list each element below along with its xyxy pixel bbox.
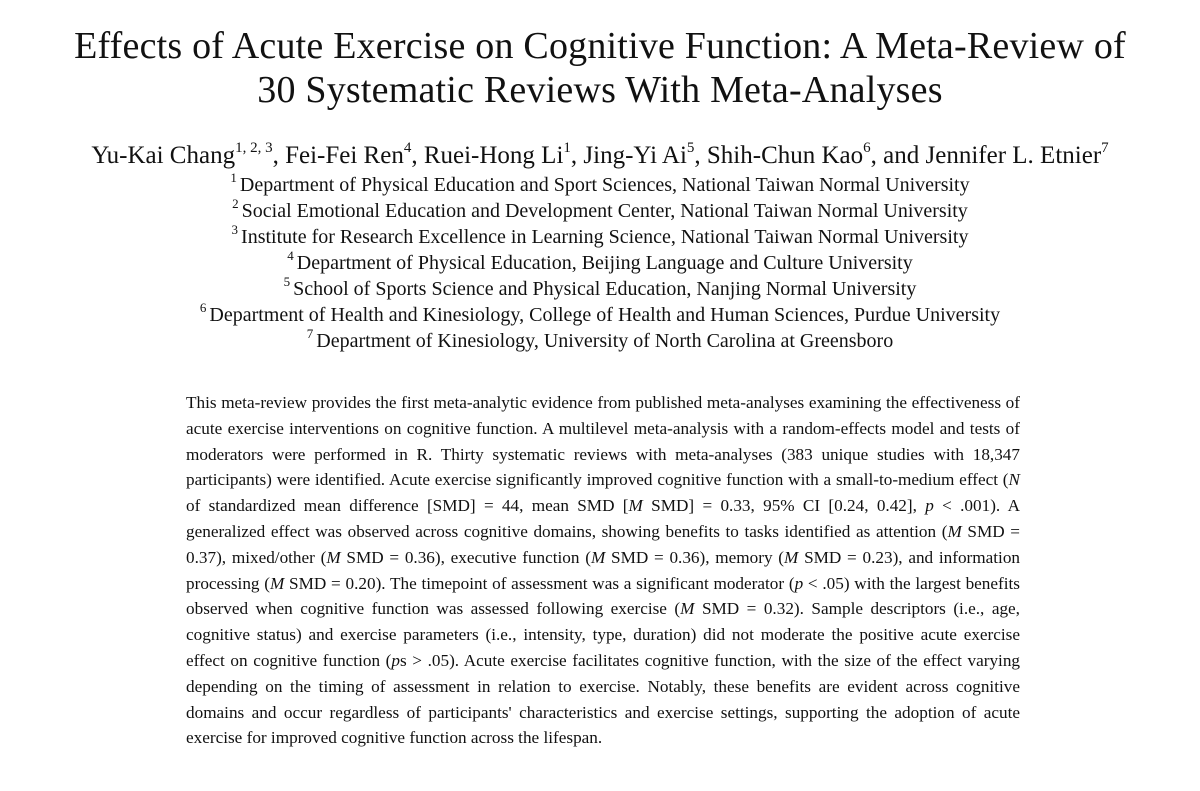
author-separator: , [272, 142, 286, 169]
author-affiliation-marker: 6 [863, 139, 871, 156]
abstract-segment: SMD = 0.37), mixed/other ( [186, 521, 1020, 567]
abstract-italic-symbol: N [1008, 470, 1020, 490]
author-separator: , and [870, 142, 926, 169]
author-list [0, 140, 1200, 172]
author [706, 139, 926, 169]
author [925, 139, 1109, 169]
affiliation-text: School of Sports Science and Physical Education, Nanjing Normal University [293, 278, 917, 300]
author-name: Jing-Yi Ai [583, 142, 687, 169]
affiliation-text: Department of Health and Kinesiology, College of Health and Human Sciences, Purdue University [209, 304, 1001, 326]
abstract-italic-symbol: p [925, 496, 934, 516]
affiliation [0, 250, 1200, 276]
abstract-segment: s > .05). Acute exercise facilitates cognitive function, with the size of the effect varying depending on the timing of assessment in relation to exercise. Notably, these benefits are evident across cognitive domains and occur regardless of participants' characteristics and exercise settings, supporting the adoption of acute exercise for improved cognitive function across the lifespan. [186, 650, 1021, 748]
abstract-segment: SMD = 0.23), and information processing ( [186, 547, 1021, 593]
affiliation-text: Department of Physical Education and Sport Sciences, National Taiwan Normal University [239, 174, 970, 196]
affiliation-list [0, 172, 1200, 354]
author-separator: , [570, 142, 584, 169]
author [423, 139, 584, 169]
affiliation-marker: 4 [287, 248, 294, 264]
abstract-italic-symbol: p [794, 573, 804, 593]
affiliation [0, 198, 1200, 224]
affiliation-marker: 3 [231, 222, 239, 238]
affiliation-text: Social Emotional Education and Development Center, National Taiwan Normal University [241, 200, 968, 222]
author [583, 139, 707, 169]
affiliation [0, 224, 1200, 250]
author [285, 139, 424, 169]
abstract-segment: SMD = 0.36), memory ( [605, 547, 785, 567]
abstract-italic-symbol: M [326, 547, 341, 567]
abstract-segment: SMD = 0.36), executive function ( [340, 547, 591, 567]
affiliation [0, 172, 1200, 198]
abstract-italic-symbol: M [590, 547, 606, 567]
author-affiliation-marker: 1, 2, 3 [235, 139, 273, 156]
affiliation-marker: 6 [199, 300, 207, 316]
paper-title [0, 24, 1200, 112]
abstract-italic-symbol: M [628, 496, 643, 516]
author-affiliation-marker: 5 [686, 139, 695, 156]
abstract-segment: This meta-review provides the first meta-analytic evidence from published meta-analyses examining the effectiveness of acute exercise interventions on cognitive function. A multilevel meta-analysis with a random-effects model and tests of moderators were performed in R. Thirty systematic reviews with meta-analyses (383 unique studies with 18,347 participants) were identified. Acute exercise significantly improved cognitive function with a small-to-medium effect ( [186, 393, 1020, 490]
abstract-segment: SMD] = 0.33, 95% CI [0.24, 0.42], [642, 496, 926, 516]
abstract-segment: SMD = 0.20). The timepoint of assessment was a significant moderator ( [284, 573, 795, 593]
affiliation [0, 276, 1200, 302]
author-affiliation-marker: 4 [403, 139, 412, 156]
affiliation [0, 328, 1200, 354]
author-separator: , [694, 142, 707, 169]
abstract-text [186, 390, 1020, 751]
author-affiliation-marker: 7 [1101, 139, 1109, 156]
author-name: Fei-Fei Ren [285, 142, 404, 169]
affiliation-marker: 7 [306, 326, 314, 342]
abstract-italic-symbol: p [391, 650, 400, 670]
abstract-italic-symbol: M [947, 521, 962, 541]
author-name: Jennifer L. Etnier [925, 142, 1102, 169]
affiliation [0, 302, 1200, 328]
abstract-segment: < .001). A generalized effect was observed across cognitive domains, showing benefits to tasks identified as attention ( [186, 496, 1020, 541]
author-name: Shih-Chun Kao [706, 142, 864, 169]
affiliation-marker: 2 [232, 196, 239, 212]
affiliation-text: Department of Kinesiology, University of North Carolina at Greensboro [316, 330, 894, 352]
author-separator: , [411, 142, 424, 169]
title-line-1: Effects of Acute Exercise on Cognitive Function: A Meta-Review of [74, 25, 1126, 67]
abstract-italic-symbol: M [680, 599, 695, 619]
abstract-segment: < .05) with the largest benefits observed when cognitive function was assessed following exercise ( [186, 573, 1020, 619]
affiliation-text: Department of Physical Education, Beijing Language and Culture University [296, 252, 913, 274]
affiliation-marker: 1 [230, 170, 237, 186]
affiliation-text: Institute for Research Excellence in Learning Science, National Taiwan Normal University [241, 226, 969, 248]
title-line-2: 30 Systematic Reviews With Meta-Analyses [257, 69, 943, 111]
affiliation-marker: 5 [283, 274, 291, 290]
abstract-italic-symbol: M [269, 573, 285, 593]
author-name: Yu-Kai Chang [91, 142, 236, 169]
author-name: Ruei-Hong Li [423, 142, 564, 169]
abstract-segment: of standardized mean difference [SMD] = 44, mean SMD [ [186, 496, 629, 516]
author [91, 139, 286, 169]
author-affiliation-marker: 1 [563, 139, 571, 156]
abstract-segment: SMD = 0.32). Sample descriptors (i.e., age, cognitive status) and exercise parameters (i.e., intensity, type, duration) did not moderate the positive acute exercise effect on cognitive function ( [186, 599, 1020, 670]
abstract-italic-symbol: M [784, 547, 799, 567]
